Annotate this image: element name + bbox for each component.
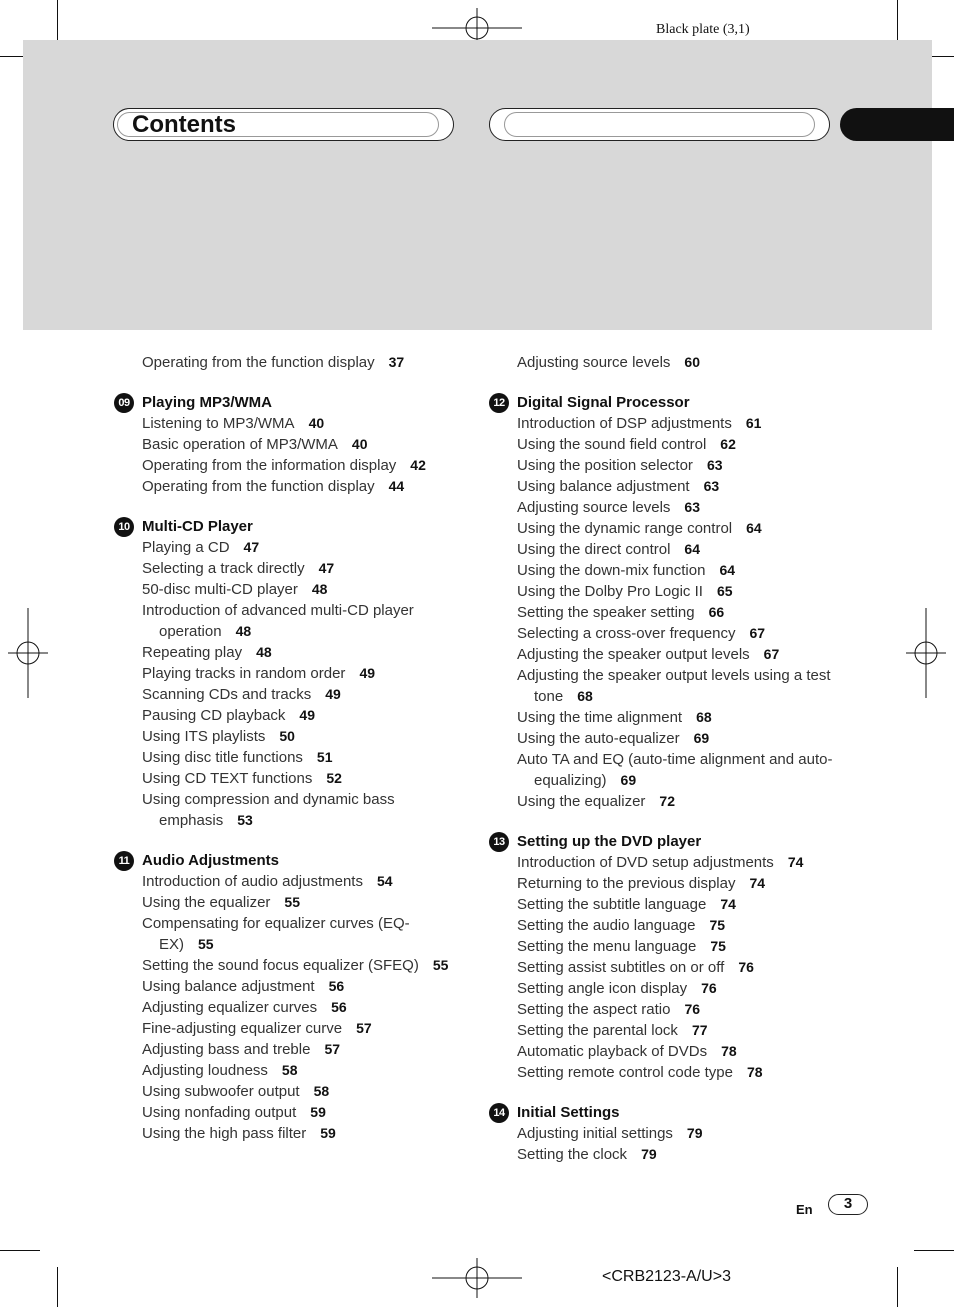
toc-entry-page: 49	[299, 707, 315, 723]
section-title: Initial Settings	[517, 1104, 620, 1121]
section-title: Playing MP3/WMA	[142, 394, 273, 411]
toc-entry[interactable]	[517, 852, 849, 873]
toc-entry[interactable]	[142, 768, 464, 789]
toc-entry[interactable]	[142, 1102, 464, 1123]
toc-entry-page: 72	[659, 793, 675, 809]
toc-entry-text: Automatic playback of DVDs	[517, 1043, 708, 1060]
toc-entry-text: Compensating for equalizer curves (EQ-EX)	[142, 915, 410, 953]
contents-section	[489, 352, 849, 373]
toc-entry-page: 64	[719, 562, 736, 578]
toc-entry-page: 48	[235, 623, 252, 639]
toc-entry-page: 65	[716, 583, 733, 599]
contents-section	[489, 831, 849, 1083]
toc-entry-text: Operating from the function display	[142, 478, 375, 495]
toc-entry[interactable]	[517, 873, 849, 894]
toc-entry[interactable]	[142, 558, 464, 579]
toc-entry-text: Adjusting initial settings	[517, 1125, 673, 1142]
blank-pill	[489, 108, 830, 141]
toc-entry[interactable]	[517, 413, 849, 434]
section-heading	[489, 1102, 849, 1123]
toc-entry-page: 68	[577, 688, 593, 704]
crop-mark	[914, 1250, 954, 1251]
toc-entry[interactable]	[517, 665, 849, 707]
toc-entry-text: Setting the speaker setting	[517, 604, 695, 621]
toc-entry[interactable]	[517, 352, 849, 373]
crop-mark	[0, 1250, 40, 1251]
toc-entry-text: Using the auto-equalizer	[517, 730, 680, 747]
toc-entry[interactable]	[517, 1144, 849, 1165]
toc-entry-page: 64	[684, 541, 700, 557]
toc-entry-text: Listening to MP3/WMA	[142, 415, 295, 432]
toc-entry-text: Fine-adjusting equalizer curve	[142, 1020, 343, 1037]
toc-entry-page: 47	[318, 560, 335, 576]
toc-entry-text: Using the position selector	[517, 457, 693, 474]
section-tab	[840, 108, 954, 141]
toc-entry-text: Using the equalizer	[517, 793, 646, 810]
section-number-badge: 09	[114, 393, 134, 413]
section-title: Audio Adjustments	[142, 852, 279, 869]
toc-entry[interactable]	[142, 684, 464, 705]
toc-entry[interactable]	[517, 749, 849, 791]
toc-entry-text: Using ITS playlists	[142, 728, 266, 745]
toc-entry[interactable]	[517, 623, 849, 644]
document-code: <CRB2123-A/U>3	[602, 1268, 731, 1285]
toc-entry-page: 44	[388, 478, 405, 494]
toc-entry[interactable]	[517, 1020, 849, 1041]
toc-entry[interactable]	[517, 518, 849, 539]
registration-mark-bottom	[432, 1258, 522, 1298]
toc-entry-text: Adjusting the speaker output levels using a test tone	[517, 667, 831, 705]
toc-entry-page: 77	[691, 1022, 708, 1038]
section-number-badge: 10	[114, 517, 134, 537]
toc-entry[interactable]	[517, 455, 849, 476]
toc-entry-text: Using nonfading output	[142, 1104, 297, 1121]
toc-entry-page: 69	[693, 730, 710, 746]
toc-entry-text: Returning to the previous display	[517, 875, 736, 892]
toc-entry[interactable]	[517, 999, 849, 1020]
contents-section	[114, 850, 464, 1144]
toc-entry-text: Using subwoofer output	[142, 1083, 300, 1100]
toc-entry-page: 67	[749, 625, 766, 641]
crop-mark	[897, 1267, 898, 1307]
toc-entry[interactable]	[142, 789, 464, 831]
title-pill	[113, 108, 454, 141]
toc-entry-text: Setting assist subtitles on or off	[517, 959, 725, 976]
toc-entry[interactable]	[517, 497, 849, 518]
toc-entry-text: Introduction of audio adjustments	[142, 873, 363, 890]
toc-entry-text: Setting the menu language	[517, 938, 697, 955]
toc-entry-text: Using the dynamic range control	[517, 520, 733, 537]
toc-entry-page: 42	[410, 457, 426, 473]
toc-entry-page: 52	[326, 770, 342, 786]
toc-entry-page: 47	[243, 539, 260, 555]
toc-entry-page: 53	[237, 812, 253, 828]
toc-entry[interactable]	[142, 600, 464, 642]
toc-entry[interactable]	[142, 976, 464, 997]
toc-entry[interactable]	[517, 707, 849, 728]
crop-mark	[897, 0, 898, 40]
toc-entry[interactable]	[517, 978, 849, 999]
toc-entry-page: 37	[388, 354, 405, 370]
toc-entry[interactable]	[142, 705, 464, 726]
toc-entry-page: 76	[738, 959, 754, 975]
toc-entry-page: 55	[198, 936, 214, 952]
toc-entry-text: Adjusting source levels	[517, 499, 671, 516]
toc-entry-text: Setting the parental lock	[517, 1022, 678, 1039]
toc-entry[interactable]	[142, 352, 464, 373]
toc-entry[interactable]	[517, 602, 849, 623]
toc-entry-page: 78	[746, 1064, 763, 1080]
toc-entry[interactable]	[142, 1060, 464, 1081]
toc-entry-page: 57	[356, 1020, 372, 1036]
toc-entry[interactable]	[517, 581, 849, 602]
toc-entry-page: 64	[746, 520, 762, 536]
toc-entry[interactable]	[517, 957, 849, 978]
contents-column-left	[114, 352, 464, 1163]
toc-entry-page: 51	[316, 749, 333, 765]
toc-entry[interactable]	[517, 915, 849, 936]
toc-entry[interactable]	[142, 997, 464, 1018]
toc-entry[interactable]	[142, 413, 464, 434]
section-number-badge: 13	[489, 832, 509, 852]
toc-entry-text: Setting the sound focus equalizer (SFEQ)	[142, 957, 419, 974]
toc-entry-text: Selecting a track directly	[142, 560, 305, 577]
registration-mark-right	[906, 608, 946, 698]
toc-entry-page: 55	[284, 894, 300, 910]
toc-entry-text: Playing a CD	[142, 539, 230, 556]
toc-entry-page: 49	[359, 665, 376, 681]
toc-entry-text: Using the down-mix function	[517, 562, 706, 579]
header-band	[23, 40, 932, 330]
contents-section	[114, 352, 464, 373]
toc-entry-text: Adjusting source levels	[517, 354, 671, 371]
contents-section	[489, 1102, 849, 1165]
toc-entry-text: Operating from the function display	[142, 354, 375, 371]
toc-entry[interactable]	[517, 644, 849, 665]
toc-entry-page: 79	[686, 1125, 703, 1141]
contents-section	[114, 516, 464, 831]
toc-entry[interactable]	[142, 1123, 464, 1144]
section-heading	[489, 831, 849, 852]
toc-entry-text: Playing tracks in random order	[142, 665, 346, 682]
toc-entry-text: Introduction of advanced multi-CD player operation	[142, 602, 414, 640]
toc-entry-text: Setting the audio language	[517, 917, 696, 934]
toc-entry-page: 66	[708, 604, 725, 620]
toc-entry-page: 74	[749, 875, 766, 891]
toc-entry[interactable]	[142, 747, 464, 768]
toc-entry[interactable]	[517, 476, 849, 497]
toc-entry-text: Basic operation of MP3/WMA	[142, 436, 338, 453]
toc-entry-text: Setting the clock	[517, 1146, 628, 1163]
section-title: Digital Signal Processor	[517, 394, 690, 411]
toc-entry[interactable]	[142, 892, 464, 913]
toc-entry[interactable]	[517, 1041, 849, 1062]
toc-entry-page: 76	[684, 1001, 701, 1017]
toc-entry[interactable]	[142, 955, 464, 976]
crop-mark	[57, 1267, 58, 1307]
toc-entry-text: Pausing CD playback	[142, 707, 286, 724]
toc-entry-page: 63	[703, 478, 720, 494]
page-title: Contents	[132, 111, 236, 138]
toc-entry-page: 40	[351, 436, 368, 452]
toc-entry[interactable]	[142, 871, 464, 892]
toc-entry[interactable]	[142, 476, 464, 497]
toc-entry-page: 49	[325, 686, 341, 702]
toc-entry-text: Setting angle icon display	[517, 980, 688, 997]
toc-entry-page: 48	[256, 644, 272, 660]
toc-entry-text: Setting the subtitle language	[517, 896, 707, 913]
toc-entry-text: Introduction of DSP adjustments	[517, 415, 732, 432]
toc-entry[interactable]	[142, 726, 464, 747]
toc-entry-text: Repeating play	[142, 644, 243, 661]
section-heading	[114, 850, 464, 871]
toc-entry-page: 74	[720, 896, 736, 912]
toc-entry-text: Adjusting bass and treble	[142, 1041, 311, 1058]
toc-entry-text: Operating from the information display	[142, 457, 397, 474]
language-label: En	[796, 1202, 813, 1217]
section-heading	[114, 392, 464, 413]
toc-entry[interactable]	[517, 560, 849, 581]
toc-entry-page: 61	[745, 415, 762, 431]
toc-entry-page: 62	[720, 436, 736, 452]
plate-label: Black plate (3,1)	[656, 22, 750, 37]
toc-entry-text: Using compression and dynamic bass emphasis	[142, 791, 395, 829]
toc-entry[interactable]	[142, 579, 464, 600]
contents-section	[489, 392, 849, 812]
toc-entry-page: 79	[641, 1146, 657, 1162]
toc-entry-page: 78	[721, 1043, 737, 1059]
section-heading	[489, 392, 849, 413]
toc-entry[interactable]	[142, 434, 464, 455]
crop-mark	[57, 0, 58, 40]
toc-entry-text: Selecting a cross-over frequency	[517, 625, 736, 642]
toc-entry-text: 50-disc multi-CD player	[142, 581, 298, 598]
toc-entry-page: 55	[432, 957, 449, 973]
toc-entry-page: 58	[281, 1062, 298, 1078]
section-title: Multi-CD Player	[142, 518, 253, 535]
registration-mark-left	[8, 608, 48, 698]
toc-entry[interactable]	[517, 1062, 849, 1083]
toc-entry-text: Using the sound field control	[517, 436, 707, 453]
toc-entry-page: 59	[310, 1104, 326, 1120]
toc-entry-text: Adjusting equalizer curves	[142, 999, 318, 1016]
toc-entry-text: Adjusting the speaker output levels	[517, 646, 750, 663]
toc-entry-text: Using CD TEXT functions	[142, 770, 313, 787]
toc-entry-text: Using the equalizer	[142, 894, 271, 911]
toc-entry[interactable]	[142, 913, 464, 955]
toc-entry-text: Using balance adjustment	[517, 478, 690, 495]
toc-entry[interactable]	[142, 1081, 464, 1102]
toc-entry-page: 63	[706, 457, 723, 473]
toc-entry-page: 76	[701, 980, 717, 996]
contents-column-right	[489, 352, 849, 1184]
toc-entry-text: Scanning CDs and tracks	[142, 686, 312, 703]
toc-entry-page: 54	[376, 873, 393, 889]
toc-entry-text: Using the direct control	[517, 541, 671, 558]
toc-entry[interactable]	[517, 434, 849, 455]
toc-entry-page: 56	[331, 999, 347, 1015]
toc-entry-page: 50	[279, 728, 295, 744]
toc-entry-page: 56	[328, 978, 345, 994]
toc-entry-page: 63	[684, 499, 700, 515]
section-heading	[114, 516, 464, 537]
section-number-badge: 14	[489, 1103, 509, 1123]
toc-entry-page: 58	[313, 1083, 330, 1099]
toc-entry[interactable]	[517, 894, 849, 915]
toc-entry-text: Using the high pass filter	[142, 1125, 307, 1142]
toc-entry[interactable]	[517, 936, 849, 957]
page-number: 3	[828, 1194, 868, 1215]
toc-entry[interactable]	[142, 663, 464, 684]
toc-entry-page: 75	[709, 917, 726, 933]
toc-entry-text: Using balance adjustment	[142, 978, 315, 995]
toc-entry[interactable]	[517, 791, 849, 812]
toc-entry[interactable]	[142, 1039, 464, 1060]
toc-entry-page: 60	[684, 354, 700, 370]
toc-entry-text: Using the Dolby Pro Logic II	[517, 583, 703, 600]
section-title: Setting up the DVD player	[517, 833, 702, 850]
section-number-badge: 11	[114, 851, 134, 871]
toc-entry-page: 75	[710, 938, 726, 954]
toc-entry-page: 68	[696, 709, 712, 725]
contents-section	[114, 392, 464, 497]
toc-entry[interactable]	[142, 1018, 464, 1039]
blank-pill-inner	[504, 112, 815, 137]
toc-entry-page: 40	[308, 415, 325, 431]
toc-entry[interactable]	[517, 728, 849, 749]
toc-entry-text: Introduction of DVD setup adjustments	[517, 854, 774, 871]
toc-entry-text: Setting remote control code type	[517, 1064, 733, 1081]
toc-entry-text: Adjusting loudness	[142, 1062, 268, 1079]
toc-entry-page: 48	[311, 581, 328, 597]
toc-entry[interactable]	[517, 1123, 849, 1144]
toc-entry[interactable]	[142, 642, 464, 663]
toc-entry[interactable]	[142, 455, 464, 476]
toc-entry-page: 67	[763, 646, 780, 662]
toc-entry[interactable]	[142, 537, 464, 558]
toc-entry-page: 59	[320, 1125, 336, 1141]
toc-entry-page: 74	[787, 854, 804, 870]
toc-entry-text: Using disc title functions	[142, 749, 303, 766]
toc-entry-page: 69	[620, 772, 637, 788]
toc-entry-text: Using the time alignment	[517, 709, 683, 726]
toc-entry-text: Auto TA and EQ (auto-time alignment and auto-equalizing)	[517, 751, 833, 789]
section-number-badge: 12	[489, 393, 509, 413]
toc-entry-page: 57	[324, 1041, 341, 1057]
toc-entry-text: Setting the aspect ratio	[517, 1001, 671, 1018]
toc-entry[interactable]	[517, 539, 849, 560]
